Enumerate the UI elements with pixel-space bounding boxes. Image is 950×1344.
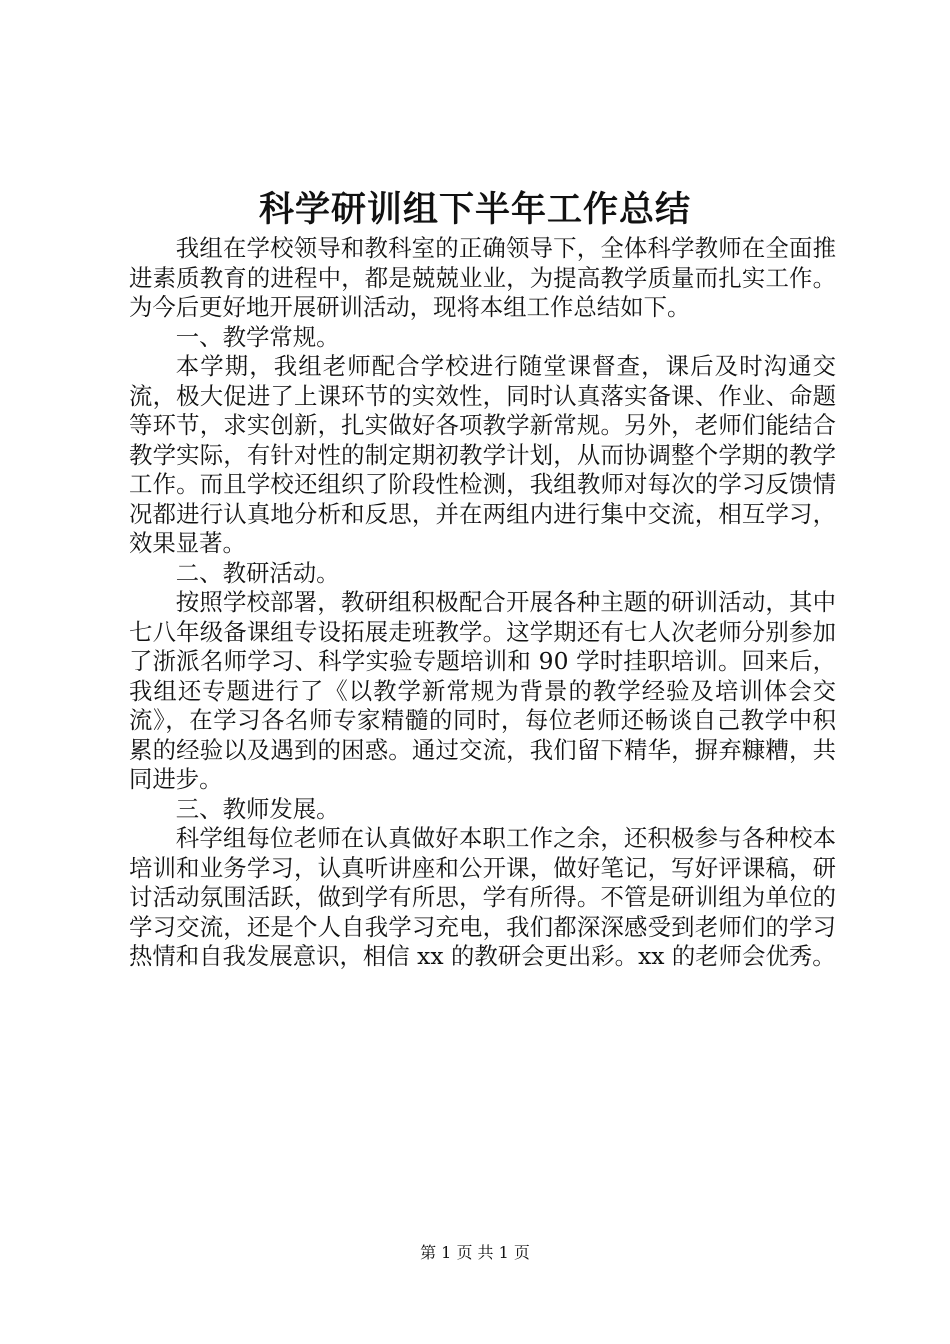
document-title: 科学研训组下半年工作总结 xyxy=(258,189,691,230)
teaching-routine-paragraph: 本学期，我组老师配合学校进行随堂课督查，课后及时沟通交流，极大促进了上课环节的实效性，同时认真落实备课、作业、命题等环节，求实创新，扎实做好各项教学新常规。另外，老师们能结合教学实际，有针对性的制定期初教学计划，从而协调整个学期的教学工作。而且学校还组织了阶段性检测，我组教师对每次的学习反馈情况都进行认真地分析和反思，并在两组内进行集中交流，相互学习，效果显著。 xyxy=(129,352,836,557)
document-body xyxy=(129,234,836,972)
section-heading-teacher-development: 三、教师发展。 xyxy=(175,794,340,823)
page-number: 第 1 页 共 1 页 xyxy=(420,1243,530,1262)
intro-paragraph: 我组在学校领导和教科室的正确领导下，全体科学教师在全面推进素质教育的进程中，都是兢兢业业，为提高教学质量而扎实工作。为今后更好地开展研训活动，现将本组工作总结如下。 xyxy=(129,234,836,321)
section-heading-teaching-routine: 一、教学常规。 xyxy=(175,322,340,351)
teacher-development-paragraph: 科学组每位老师在认真做好本职工作之余，还积极参与各种校本培训和业务学习，认真听讲座和公开课，做好笔记，写好评课稿，研讨活动氛围活跃，做到学有所思，学有所得。不管是研训组为单位的学习交流，还是个人自我学习充电，我们都深深感受到老师们的学习热情和自我发展意识，相信 xx 的教研会更出彩。xx 的老师会优秀。 xyxy=(129,824,836,970)
section-heading-research-activities: 二、教研活动。 xyxy=(175,558,340,587)
research-activities-paragraph: 按照学校部署，教研组积极配合开展各种主题的研训活动，其中七八年级备课组专设拓展走班教学。这学期还有七人次老师分别参加了浙派名师学习、科学实验专题培训和 90 学时挂职培训。回来后，我组还专题进行了《以教学新常规为背景的教学经验及培训体会交流》，在学习各名师专家精髓的同时，每位老师还畅谈自己教学中积累的经验以及遇到的困惑。通过交流，我们留下精华，摒弃糠糟，共同进步。 xyxy=(129,588,836,793)
